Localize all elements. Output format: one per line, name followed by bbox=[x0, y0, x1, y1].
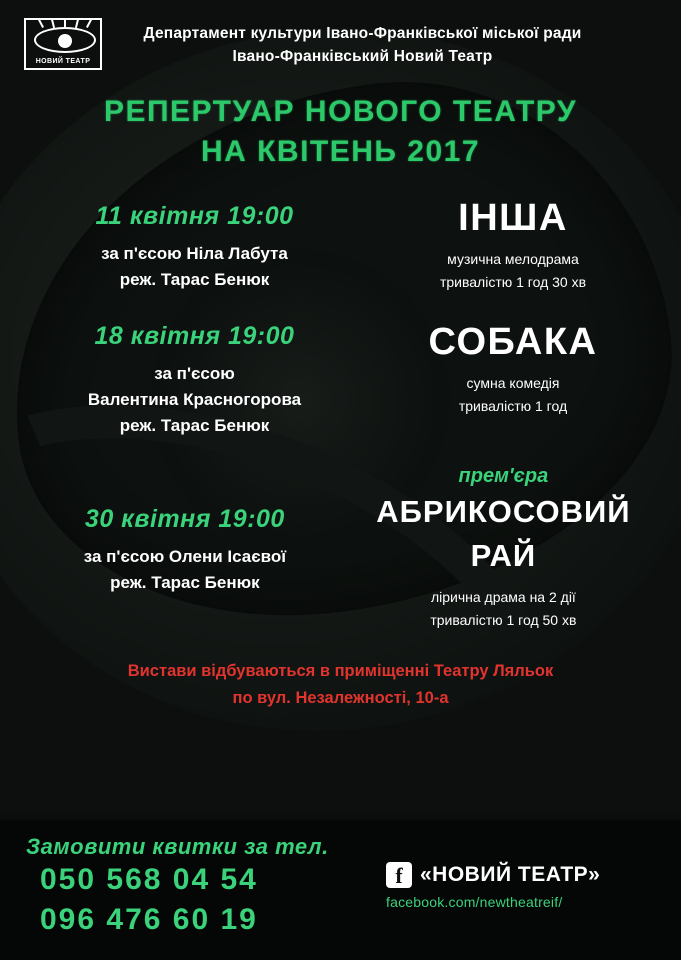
page-title-line-1: РЕПЕРТУАР НОВОГО ТЕАТРУ bbox=[103, 95, 578, 128]
show-meta-line: лірична драма на 2 дії bbox=[430, 589, 576, 605]
show-date: 11 квітня 19:00 bbox=[95, 202, 294, 230]
department-line-2: Івано-Франківський Новий Театр bbox=[232, 48, 493, 65]
show-details bbox=[367, 320, 659, 418]
logo-eye-icon bbox=[34, 27, 96, 53]
show-schedule bbox=[22, 320, 367, 439]
show-meta-line: тривалістю 1 год 50 хв bbox=[430, 612, 577, 628]
show-item bbox=[0, 465, 681, 632]
show-credit-line: за п'єсою bbox=[154, 364, 235, 383]
poster-footer bbox=[0, 820, 681, 960]
ticket-contact-block bbox=[26, 834, 386, 940]
show-date: 30 квітня 19:00 bbox=[84, 505, 285, 533]
show-title: ІНША bbox=[458, 197, 568, 239]
logo-lash-icon bbox=[38, 19, 44, 28]
show-details bbox=[367, 196, 659, 294]
social-block bbox=[386, 834, 663, 910]
poster-header bbox=[0, 0, 681, 70]
show-meta-line: тривалістю 1 год 30 хв bbox=[439, 274, 587, 290]
phone-number[interactable]: 096 476 60 19 bbox=[40, 903, 258, 936]
page-title-line-2: НА КВІТЕНЬ 2017 bbox=[200, 135, 481, 168]
order-tickets-label: Замовити квитки за тел. bbox=[26, 834, 329, 859]
show-credit-line: за п'єсою Олени Ісаєвої bbox=[83, 547, 287, 566]
facebook-page-name: «НОВИЙ ТЕАТР» bbox=[420, 863, 601, 886]
show-meta-line: тривалістю 1 год bbox=[458, 398, 568, 414]
show-credit-line: за п'єсою Ніла Лабута bbox=[101, 244, 288, 263]
show-item bbox=[0, 196, 681, 294]
show-schedule bbox=[22, 196, 367, 293]
show-meta-line: музична мелодрама bbox=[447, 251, 579, 267]
premiere-badge: прем'єра bbox=[458, 465, 549, 487]
phone-number[interactable]: 050 568 04 54 bbox=[40, 863, 258, 896]
show-meta-line: сумна комедія bbox=[466, 375, 560, 391]
show-credit-line: реж. Тарас Бенюк bbox=[110, 573, 260, 592]
facebook-icon[interactable]: f bbox=[386, 862, 412, 888]
show-details bbox=[348, 465, 659, 632]
header-titles bbox=[102, 14, 663, 68]
show-item bbox=[0, 320, 681, 439]
logo-lash-icon bbox=[86, 19, 92, 28]
show-date: 18 квітня 19:00 bbox=[94, 322, 295, 350]
logo-lash-icon bbox=[75, 19, 79, 28]
facebook-url[interactable]: facebook.com/newtheatreif/ bbox=[386, 894, 563, 910]
page-title bbox=[0, 92, 681, 172]
show-title: АБРИКОСОВИЙ РАЙ bbox=[376, 494, 631, 573]
show-title: СОБАКА bbox=[428, 321, 598, 363]
show-credit-line: реж. Тарас Бенюк bbox=[119, 270, 270, 289]
logo-text: НОВИЙ ТЕАТР bbox=[35, 58, 91, 65]
show-list bbox=[0, 196, 681, 632]
facebook-row[interactable] bbox=[386, 862, 663, 888]
show-meta bbox=[367, 248, 659, 294]
theatre-logo bbox=[24, 18, 102, 70]
venue-notice bbox=[0, 658, 681, 712]
show-credit-line: реж. Тарас Бенюк bbox=[119, 416, 270, 435]
show-schedule bbox=[22, 465, 348, 596]
show-credit-line: Валентина Красногорова bbox=[87, 390, 302, 409]
show-meta bbox=[348, 586, 659, 632]
department-line-1: Департамент культури Івано-Франківської міської ради bbox=[143, 25, 582, 42]
venue-line-1: Вистави відбуваються в приміщенні Театру Ляльок bbox=[127, 662, 554, 680]
show-meta bbox=[367, 372, 659, 418]
venue-line-2: по вул. Незалежності, 10-а bbox=[232, 689, 449, 707]
